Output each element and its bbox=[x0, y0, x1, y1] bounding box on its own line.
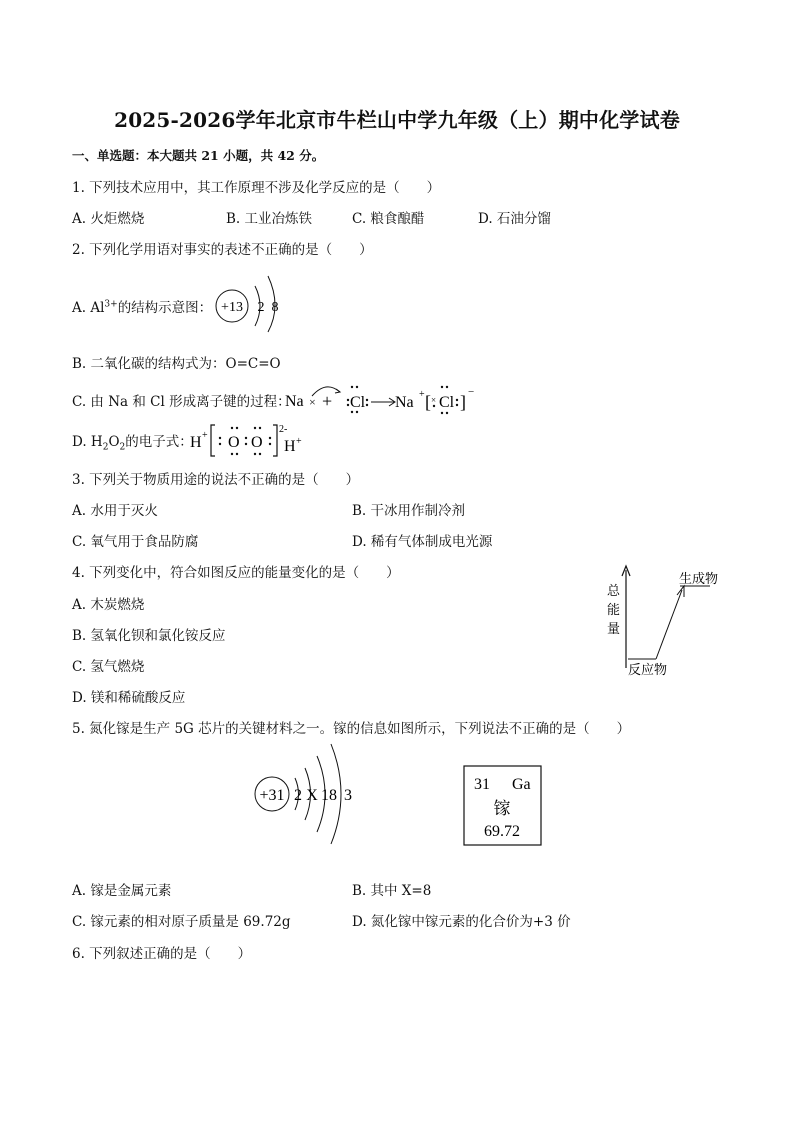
svg-text:×: × bbox=[309, 395, 316, 409]
question-6-stem: 6. 下列叙述正确的是（ ） bbox=[72, 946, 252, 962]
h2o2-electron-formula bbox=[186, 418, 316, 460]
q4-option-b: B. 氢氧化钡和氯化铵反应 bbox=[72, 628, 226, 644]
product-label: 生成物 bbox=[679, 572, 719, 587]
q5-option-b: B. 其中 X=8 bbox=[352, 883, 432, 899]
o-atom-1: O bbox=[228, 434, 240, 451]
q2-option-b: B. 二氧化碳的结构式为：O=C=O bbox=[72, 356, 281, 372]
q2-option-a-label: A. $Al^{3+}$的结构示意图： bbox=[72, 299, 213, 316]
h-left: H bbox=[190, 434, 202, 451]
question-1-stem: 1. 下列技术应用中，其工作原理不涉及化学反应的是（ ） bbox=[72, 180, 441, 196]
q4-option-c: C. 氢气燃烧 bbox=[72, 659, 145, 675]
y-axis-label-2: 能 bbox=[607, 603, 621, 618]
atomic-mass: 69.72 bbox=[484, 823, 520, 840]
q5-option-d: D. 氮化镓中镓元素的化合价为+3 价 bbox=[352, 914, 571, 930]
q4-option-d: D. 镁和稀硫酸反应 bbox=[72, 690, 186, 706]
atomic-number: 31 bbox=[474, 776, 490, 793]
q5-option-a: A. 镓是金属元素 bbox=[72, 883, 172, 899]
svg-text:+: + bbox=[419, 389, 425, 400]
ga-shell-1: 2 bbox=[294, 787, 302, 804]
svg-text:−: − bbox=[468, 386, 475, 398]
al-ion-structure-diagram bbox=[205, 270, 295, 334]
svg-text:+: + bbox=[296, 436, 302, 447]
na-ion: Na bbox=[395, 394, 414, 411]
ga-nucleus: +31 bbox=[259, 787, 285, 804]
q3-option-b: B. 干冰用作制冷剂 bbox=[352, 503, 466, 519]
y-axis-label-1: 总 bbox=[607, 584, 621, 599]
reactant-label: 反应物 bbox=[628, 663, 668, 678]
svg-text:+: + bbox=[202, 430, 208, 441]
q3-option-a: A. 水用于灭火 bbox=[72, 503, 158, 519]
q3-option-c: C. 氧气用于食品防腐 bbox=[72, 534, 199, 550]
ionic-bond-formation-diagram bbox=[282, 378, 482, 418]
y-axis-label-3: 量 bbox=[607, 622, 621, 637]
svg-text:]: ] bbox=[460, 392, 466, 412]
energy-diagram bbox=[600, 562, 730, 680]
page-title: 2025-2026学年北京市牛栏山中学九年级（上）期中化学试卷 bbox=[114, 108, 680, 132]
q5-option-c: C. 镓元素的相对原子质量是 69.72g bbox=[72, 914, 291, 930]
q2-option-d-label: D. $H_2O_2$的电子式： bbox=[72, 434, 193, 453]
q1-option-b: B. 工业冶炼铁 bbox=[226, 211, 313, 227]
question-3-stem: 3. 下列关于物质用途的说法不正确的是（ ） bbox=[72, 472, 360, 488]
q3-option-d: D. 稀有气体制成电光源 bbox=[352, 534, 493, 550]
h-right: H bbox=[284, 438, 296, 455]
ga-shell-3: 18 bbox=[321, 787, 337, 804]
q1-option-a: A. 火炬燃烧 bbox=[72, 211, 145, 227]
al-nucleus-label: +13 bbox=[221, 300, 243, 315]
q1-option-d: D. 石油分馏 bbox=[478, 211, 551, 227]
question-4-stem: 4. 下列变化中，符合如图反应的能量变化的是（ ） bbox=[72, 565, 400, 581]
svg-text:+: + bbox=[322, 391, 333, 411]
element-symbol: Ga bbox=[512, 776, 531, 793]
al-shell-2-count: 8 bbox=[271, 300, 279, 315]
gallium-element-card bbox=[463, 765, 543, 847]
cl-ion: Cl bbox=[439, 394, 455, 411]
ga-shell-2: X bbox=[306, 787, 318, 804]
al-shell-1-count: 2 bbox=[257, 300, 265, 315]
o-atom-2: O bbox=[251, 434, 263, 451]
question-5-stem: 5. 氮化镓是生产 5G 芯片的关键材料之一。镓的信息如图所示，下列说法不正确的是（ ） bbox=[72, 721, 631, 737]
question-2-stem: 2. 下列化学用语对事实的表述不正确的是（ ） bbox=[72, 242, 373, 258]
cl-atom: Cl bbox=[350, 394, 366, 411]
q1-option-c: C. 粮食酿醋 bbox=[352, 211, 425, 227]
section-header: 一、单选题：本大题共 21 小题，共 42 分。 bbox=[72, 148, 325, 163]
na-atom: Na bbox=[285, 393, 304, 410]
svg-text:×: × bbox=[431, 395, 437, 405]
charge-label: 2- bbox=[279, 424, 288, 435]
svg-text:[: [ bbox=[425, 392, 431, 412]
gallium-atom-structure bbox=[245, 738, 365, 850]
element-name: 镓 bbox=[493, 799, 511, 818]
q4-option-a: A. 木炭燃烧 bbox=[72, 597, 145, 613]
q2-option-c-label: C. 由 Na 和 Cl 形成离子键的过程： bbox=[72, 394, 291, 410]
ga-shell-4: 3 bbox=[344, 787, 352, 804]
